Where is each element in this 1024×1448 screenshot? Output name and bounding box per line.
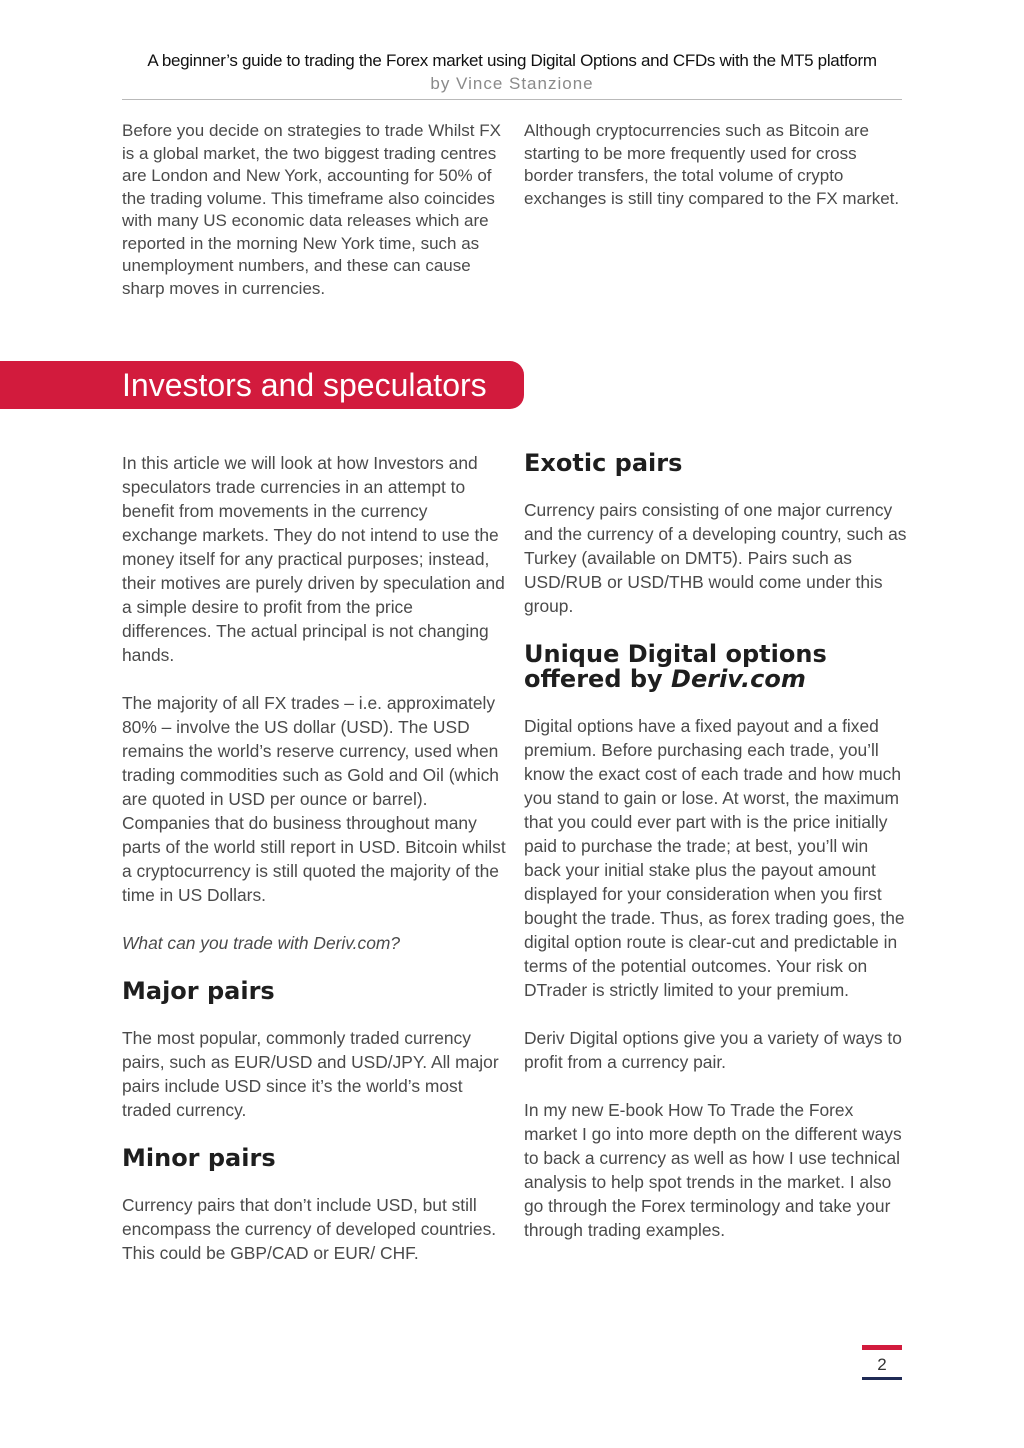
intro-right-paragraph: Although cryptocurrencies such as Bitcoin are starting to be more frequently used for cross border transfers, the total volume of crypto exchanges is still tiny compared to the FX market. bbox=[524, 121, 900, 208]
header-title: A beginner’s guide to trading the Forex market using Digital Options and CFDs with the MT5 platform bbox=[147, 51, 877, 70]
deriv-brand-text: Deriv.com bbox=[671, 665, 806, 693]
page-number: 2 bbox=[877, 1355, 887, 1374]
exotic-pairs-text: Currency pairs consisting of one major currency and the currency of a developing country, such as Turkey (available on DMT5). Pairs such as USD/RUB or USD/THB would come under this group. bbox=[524, 500, 907, 616]
ebook-text: In my new E-book How To Trade the Forex market I go into more depth on the different ways to back a currency as well as how I use technical analysis to help spot trends in the market. I also go through the Forex terminology and take your through trading examples. bbox=[524, 1100, 902, 1240]
minor-pairs-text: Currency pairs that don’t include USD, but still encompass the currency of developed countries. This could be GBP/CAD or EUR/ CHF. bbox=[122, 1195, 497, 1263]
page-number-accent-top bbox=[862, 1345, 902, 1350]
investors-paragraph: In this article we will look at how Investors and speculators trade currencies in an attempt to benefit from movements in the currency exchange markets. They do not intend to use the money itself for any practical purposes; instead, their motives are purely driven by speculation and a simple desire to profit from the price differences. The actual principal is not changing hands. bbox=[122, 453, 505, 665]
intro-left-paragraph: Before you decide on strategies to trade Whilst FX is a global market, the two biggest trading centres are London and New York, accounting for 50% of the trading volume. This timeframe also coincides with many US economic data releases which are reported in the morning New York time, such as unemployment numbers, and these can cause sharp moves in currencies. bbox=[122, 121, 501, 298]
deriv-question: What can you trade with Deriv.com? bbox=[122, 933, 401, 953]
exotic-pairs-heading: Exotic pairs bbox=[524, 449, 683, 477]
intro-left-column bbox=[122, 120, 507, 300]
unique-heading-text: Unique Digital options offered by bbox=[524, 640, 827, 693]
page-number-accent-bottom bbox=[862, 1377, 902, 1380]
major-pairs-text: The most popular, commonly traded currency pairs, such as EUR/USD and USD/JPY. All major pairs include USD since it’s the world’s most traded currency. bbox=[122, 1028, 499, 1120]
header-byline: by Vince Stanzione bbox=[430, 74, 594, 93]
section-banner bbox=[0, 361, 524, 409]
minor-pairs-heading: Minor pairs bbox=[122, 1144, 276, 1172]
intro-right-column bbox=[524, 120, 909, 210]
deriv-digital-text: Deriv Digital options give you a variety of ways to profit from a currency pair. bbox=[524, 1028, 902, 1072]
unique-digital-options-heading bbox=[524, 642, 909, 692]
major-pairs-heading: Major pairs bbox=[122, 977, 275, 1005]
right-column bbox=[524, 451, 909, 1266]
section-title: Investors and speculators bbox=[122, 367, 487, 403]
left-column bbox=[122, 451, 507, 1289]
page-header bbox=[122, 50, 902, 95]
digital-options-text: Digital options have a fixed payout and a fixed premium. Before purchasing each trade, you’ll know the exact cost of each trade and how much you stand to gain or lose. At worst, the maximum that you could ever part with is the price initially paid to purchase the trade; at best, you’ll win back your initial stake plus the payout amount displayed for your consideration when you first bought the trade. Thus, as forex trading goes, the digital option route is clear-cut and predictable in terms of the potential outcomes. Your risk on DTrader is strictly limited to your premium. bbox=[524, 716, 905, 1000]
usd-paragraph: The majority of all FX trades – i.e. approximately 80% – involve the US dollar (USD). The USD remains the world’s reserve currency, used when trading commodities such as Gold and Oil (which are quoted in USD per ounce or barrel). Companies that do business throughout many parts of the world still report in USD. Bitcoin whilst a cryptocurrency is still quoted the majority of the time in US Dollars. bbox=[122, 693, 506, 905]
header-divider bbox=[122, 99, 902, 100]
